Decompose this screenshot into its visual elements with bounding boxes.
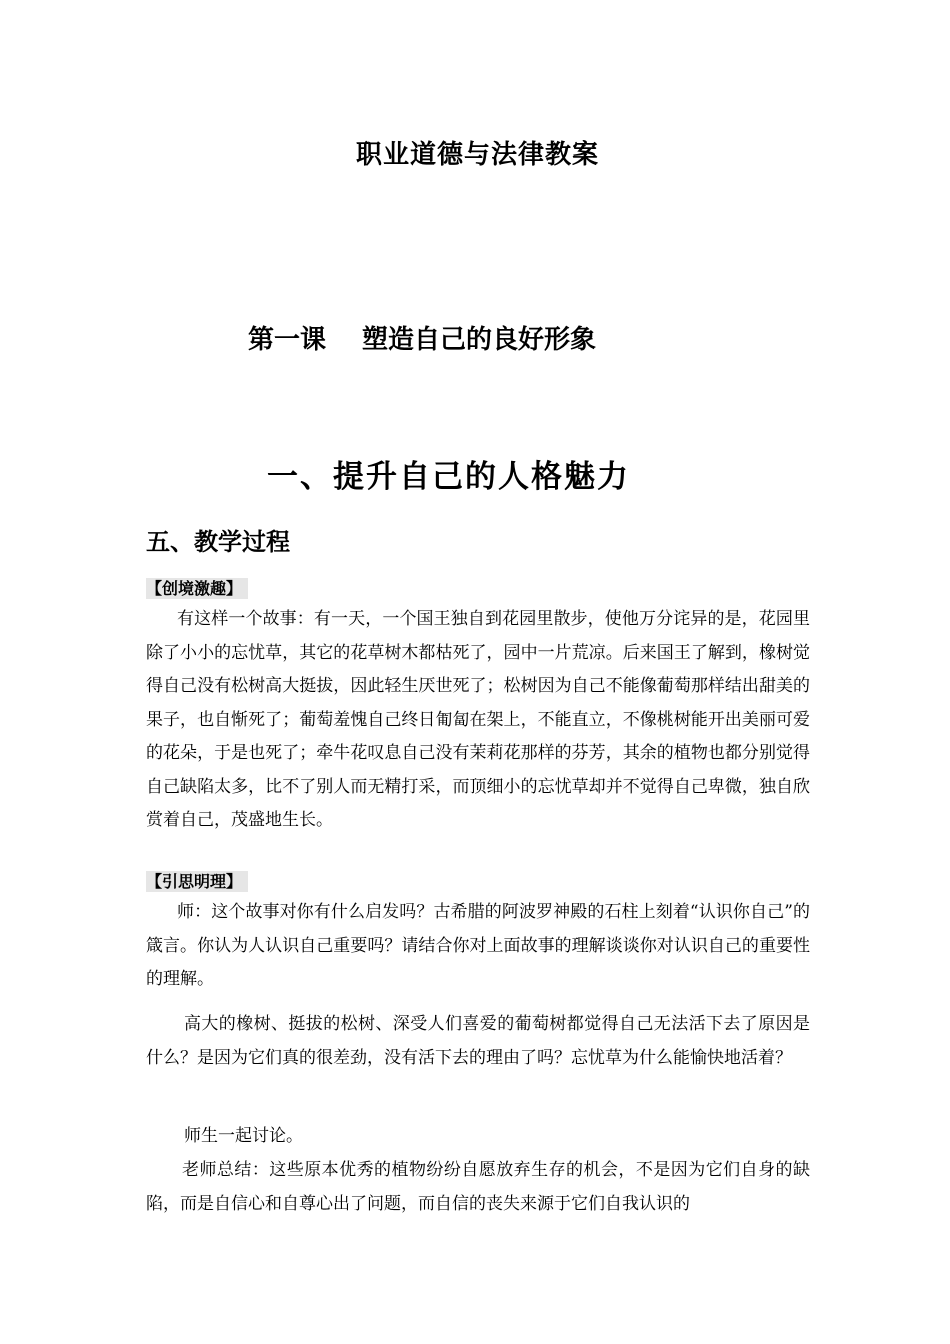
- tag-create-interest: 【创境激趣】: [146, 578, 248, 599]
- section-heading: 一、提升自己的人格魅力: [267, 459, 630, 495]
- teacher-question-paragraph: 师：这个故事对你有什么启发吗？古希腊的阿波罗神殿的石柱上刻着“认识你自己”的箴言。你认为人认识自己重要吗？请结合你对上面故事的理解谈谈你对认识自己的重要性的理解。: [146, 902, 810, 989]
- document-title: 职业道德与法律教案: [356, 140, 600, 170]
- subsection-heading: 五、教学过程: [146, 528, 290, 556]
- summary-paragraph: 老师总结：这些原本优秀的植物纷纷自愿放弃生存的机会，不是因为它们自身的缺陷，而是自信心和自尊心出了问题，而自信的丧失来源于它们自我认识的: [146, 1160, 810, 1214]
- tag-guide-thinking: 【引思明理】: [146, 871, 248, 892]
- lesson-title: 塑造自己的良好形象: [362, 325, 597, 355]
- story-paragraph: 有这样一个故事：有一天，一个国王独自到花园里散步，使他万分诧异的是，花园里除了小小的忘忧草，其它的花草树木都枯死了，园中一片荒凉。后来国王了解到，橡树觉得自己没有松树高大挺拔，因此轻生厌世死了；松树因为自己不能像葡萄那样结出甜美的果子，也自惭死了；葡萄羞愧自己终日匍匐在架上，不能直立，不像桃树能开出美丽可爱的花朵，于是也死了；牵牛花叹息自己没有茉莉花那样的芬芳，其余的植物也都分别觉得自己缺陷太多，比不了别人而无精打采，而顶细小的忘忧草却并不觉得自己卑微，独自欣赏着自己，茂盛地生长。: [146, 609, 810, 830]
- lesson-heading: [248, 319, 596, 356]
- discussion-paragraph: 师生一起讨论。: [184, 1126, 303, 1146]
- lesson-number: 第一课: [248, 325, 327, 355]
- discussion-question-paragraph: 高大的橡树、挺拔的松树、深受人们喜爱的葡萄树都觉得自己无法活下去了原因是什么？是因为它们真的很差劲，没有活下去的理由了吗？忘忧草为什么能愉快地活着？: [146, 1014, 810, 1068]
